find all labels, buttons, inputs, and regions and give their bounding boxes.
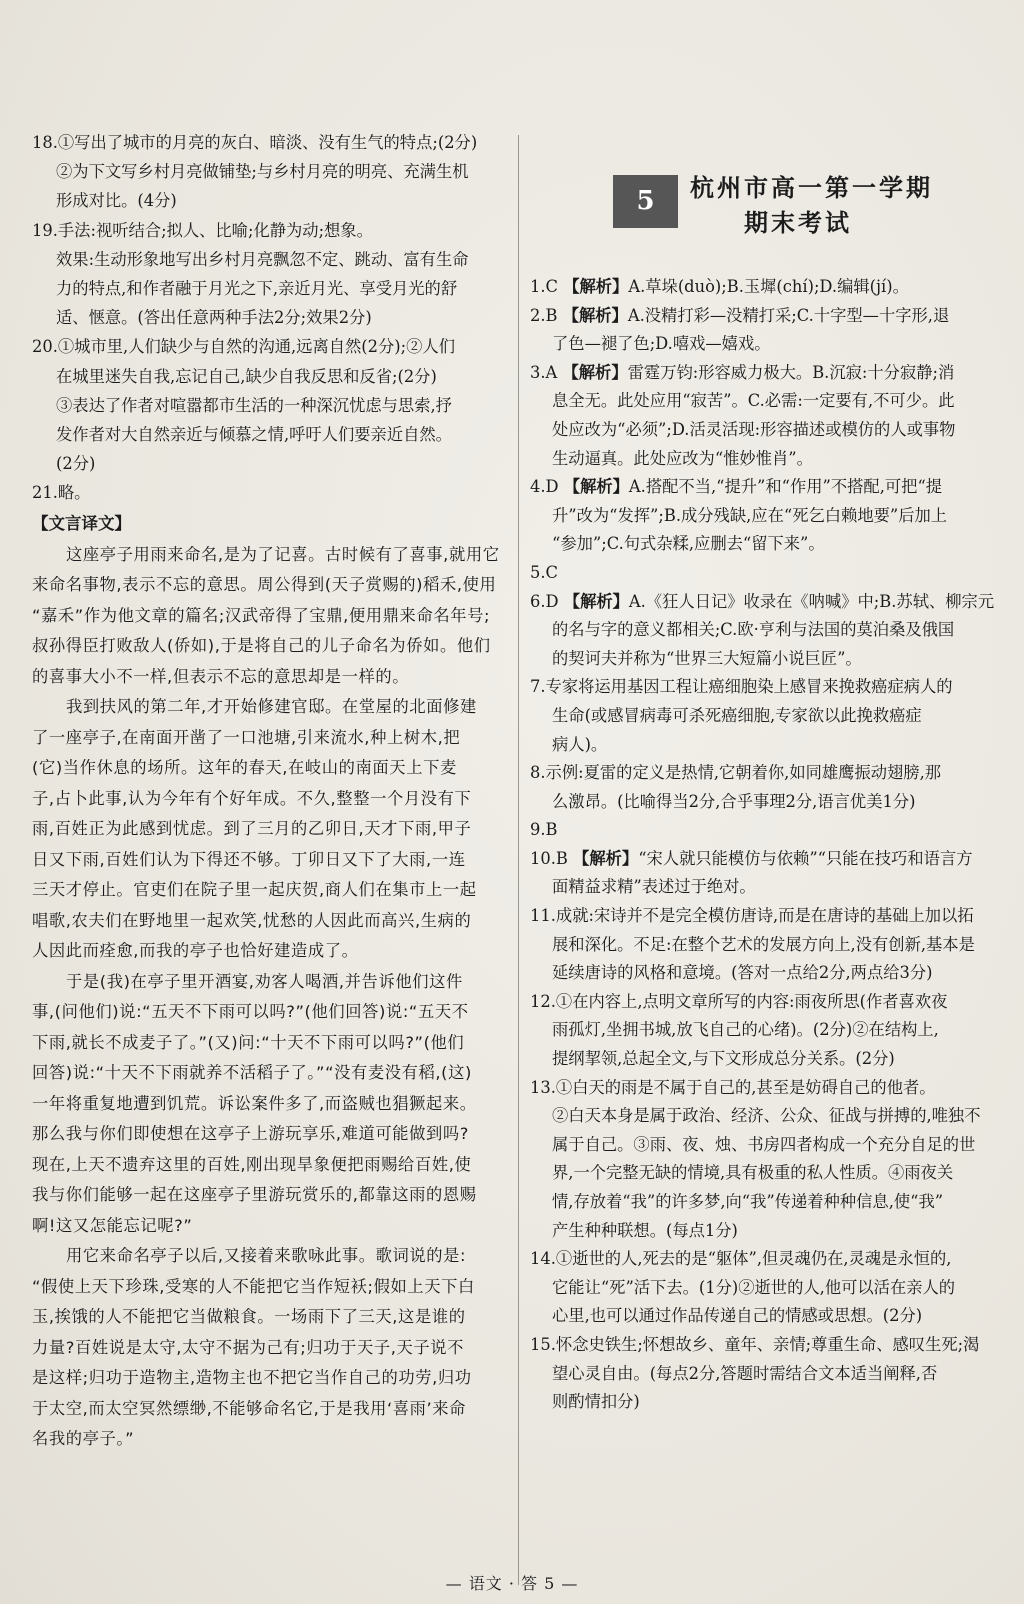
answer-line <box>530 731 1010 760</box>
translation-line: 下雨,就长不成麦子了。”(又)问:“十天不下雨可以吗?”(他们 <box>32 1032 465 1052</box>
section-title-line1: 杭州市高一第一学期 <box>690 173 933 202</box>
answer-text: 界,一个完整无缺的情境,具有极重的私人性质。④雨夜关 <box>552 1163 954 1183</box>
answer-text: 的名与字的意义都相关;C.欧·亨利与法国的莫泊桑及俄国 <box>552 620 955 640</box>
answer-line <box>530 502 1010 531</box>
translation-line: 人因此而痊愈,而我的亭子也恰好建造成了。 <box>32 941 359 961</box>
left-column <box>32 128 510 1455</box>
answer-text: 提纲挈领,总起全文,与下文形成总分关系。(2分) <box>552 1049 895 1069</box>
answer-line <box>530 1102 1010 1131</box>
answer-text: 处应改为“必须”;D.活灵活现:形容描述或模仿的人或事物 <box>552 419 956 439</box>
answer-text: A.草垛(duò);B.玉墀(chí);D.编辑(jí)。 <box>628 277 909 296</box>
answer-text: ①在内容上,点明文章所写的内容:雨夜所思(作者喜欢夜 <box>555 991 948 1011</box>
answer-text: ①逝世的人,死去的是“躯体”,但灵魂仍在,灵魂是永恒的, <box>555 1249 952 1269</box>
answer-text: 生命(或感冒病毒可杀死癌细胞,专家欲以此挽救癌症 <box>552 705 922 725</box>
question-number: 15. <box>530 1334 556 1354</box>
answer-line: ③表达了作者对喧嚣都市生活的一种深沉忧虑与思索,抒 <box>56 395 452 415</box>
analysis-tag: 【解析】 <box>573 848 639 868</box>
analysis-tag: 【解析】 <box>562 362 628 382</box>
answer-line <box>530 1159 1010 1188</box>
answer-line <box>530 931 1010 960</box>
question-number: 3.A <box>530 362 558 382</box>
question-number: 6.D <box>530 591 559 611</box>
analysis-tag: 【解析】 <box>563 277 629 296</box>
question-number: 11. <box>530 906 556 926</box>
question-number: 7. <box>530 677 546 697</box>
answer-line <box>530 645 1010 674</box>
answer-text: 情,存放着“我”的许多梦,向“我”传递着种种信息,使“我” <box>552 1192 944 1211</box>
question-number: 13. <box>530 1077 556 1097</box>
answer-text: 病人)。 <box>552 734 608 754</box>
translation-heading: 【文言译文】 <box>32 513 131 533</box>
answer-line <box>530 1388 1010 1417</box>
translation-line: (它)当作休息的场所。这年的春天,在岐山的南面天上下麦 <box>32 758 457 778</box>
analysis-tag: 【解析】 <box>562 305 628 325</box>
answer-line <box>530 1016 1010 1045</box>
answer-text: 成就:宋诗并不是完全模仿唐诗,而是在唐诗的基础上加以拓 <box>555 906 974 926</box>
translation-line: 力量?百姓说是太守,太守不据为己有;归功于天子,天子说不 <box>32 1337 465 1357</box>
translation-line: 叔孙得臣打败敌人(侨如),于是将自己的儿子命名为侨如。他们 <box>32 636 491 656</box>
answer-line <box>530 1360 1010 1389</box>
answer-text: 展和深化。不足:在整个艺术的发展方向上,没有创新,基本是 <box>552 934 975 954</box>
answer-line: 21.略。 <box>32 483 91 503</box>
translation-line: 回答)说:“十天不下雨就养不活稻子了。”“没有麦没有稻,(这) <box>32 1063 472 1083</box>
answer-text: 的契诃夫并称为“世界三大短篇小说巨匠”。 <box>552 648 862 668</box>
answer-line <box>530 988 1010 1017</box>
answer-line <box>530 1074 1010 1103</box>
question-number: 5.C <box>530 562 558 582</box>
translation-line: 我与你们能够一起在这座亭子里游玩赏乐的,都靠这雨的恩赐 <box>32 1185 477 1205</box>
section-title-line2: 期末考试 <box>744 208 852 237</box>
translation-line: 那么我与你们即使想在这亭子上游玩享乐,难道可能做到吗? <box>32 1124 470 1144</box>
translation-line: 名我的亭子。” <box>32 1429 135 1449</box>
answer-line <box>530 530 1010 559</box>
answer-line <box>530 1045 1010 1074</box>
answer-text: 心里,也可以通过作品传递自己的情感或思想。(2分) <box>552 1306 923 1326</box>
answer-text: 了色—褪了色;D.嘻戏—嬉戏。 <box>552 334 771 354</box>
answer-line <box>530 559 1010 588</box>
translation-line: 现在,上天不遗弃这里的百姓,刚出现旱象便把雨赐给百姓,使 <box>32 1154 472 1174</box>
question-number: 2.B <box>530 305 558 325</box>
translation-line: 一年将重复地遭到饥荒。诉讼案件多了,而盗贼也猖獗起来。 <box>32 1093 477 1113</box>
answer-line <box>530 873 1010 902</box>
translation-line: 这座亭子用雨来命名,是为了记喜。古时候有了喜事,就用它 <box>66 544 500 564</box>
answer-line: 20.①城市里,人们缺少与自然的沟通,远离自然(2分);②人们 <box>32 337 455 357</box>
column-divider <box>518 135 519 1585</box>
answer-line <box>530 387 1010 416</box>
answer-line: 效果:生动形象地写出乡村月亮飘忽不定、跳动、富有生命 <box>56 249 469 269</box>
question-number: 4.D <box>530 477 559 497</box>
answer-line <box>530 816 1010 845</box>
answer-line: 19.手法:视听结合;拟人、比喻;化静为动;想象。 <box>32 220 373 240</box>
answer-line <box>530 445 1010 474</box>
translation-line: 啊!这又怎能忘记呢?” <box>32 1215 193 1235</box>
answer-line <box>530 845 1010 874</box>
translation-line: 我到扶风的第二年,才开始修建官邸。在堂屋的北面修建 <box>66 697 477 717</box>
translation-line: 于太空,而太空冥然缥缈,不能够命名它,于是我用‘喜雨’来命 <box>32 1398 467 1418</box>
answer-line <box>530 902 1010 931</box>
answer-line <box>530 273 1010 302</box>
answer-text: 雨孤灯,坐拥书城,放飞自己的心绪)。(2分)②在结构上, <box>552 1020 939 1040</box>
answer-text: A.《狂人日记》收录在《呐喊》中;B.苏轼、柳宗元 <box>628 591 995 611</box>
page-footer: — 语文 · 答 5 — <box>445 1574 579 1593</box>
answer-text: 升”改为“发挥”;B.成分残缺,应在“死乞白赖地要”后加上 <box>552 505 948 525</box>
answer-line <box>530 359 1010 388</box>
answer-line: 发作者对大自然亲近与倾慕之情,呼吁人们要亲近自然。 <box>56 425 452 445</box>
answer-line: 在城里迷失自我,忘记自己,缺少自我反思和反省;(2分) <box>56 366 437 386</box>
answer-line: 适、惬意。(答出任意两种手法2分;效果2分) <box>56 308 372 328</box>
answer-line <box>530 959 1010 988</box>
answer-line <box>530 1131 1010 1160</box>
answer-text: “参加”;C.句式杂糅,应删去“留下来”。 <box>552 534 825 554</box>
answer-text: ②白天本身是属于政治、经济、公众、征战与拼搏的,唯独不 <box>552 1106 981 1126</box>
translation-line: “嘉禾”作为他文章的篇名;汉武帝得了宝鼎,便用鼎来命名年号; <box>32 605 491 625</box>
answer-line <box>530 1188 1010 1217</box>
question-number: 8. <box>530 763 546 783</box>
translation-line: 三天才停止。官吏们在院子里一起庆贺,商人们在集市上一起 <box>32 880 477 900</box>
answer-text: “宋人就只能模仿与依赖”“只能在技巧和语言方 <box>638 848 973 868</box>
answer-line <box>530 1274 1010 1303</box>
translation-line: 来命名事物,表示不忘的意思。周公得到(天子赏赐的)稻禾,使用 <box>32 575 497 595</box>
answer-line: 18.①写出了城市的月亮的灰白、暗淡、没有生气的特点;(2分) <box>32 133 478 152</box>
question-number: 10.B <box>530 848 568 868</box>
answer-text: 望心灵自由。(每点2分,答题时需结合文本适当阐释,否 <box>552 1363 938 1383</box>
translation-line: 事,(问他们)说:“五天不下雨可以吗?”(他们回答)说:“五天不 <box>32 1002 469 1022</box>
right-column <box>530 273 1010 1417</box>
answer-line <box>530 673 1010 702</box>
answer-text: A.没精打彩—没精打采;C.十字型—十字形,退 <box>627 305 950 325</box>
analysis-tag: 【解析】 <box>563 591 629 611</box>
answer-text: 雷霆万钧:形容威力极大。B.沉寂:十分寂静;消 <box>627 362 955 382</box>
answer-text: A.搭配不当,“提升”和“作用”不搭配,可把“提 <box>628 477 943 497</box>
answer-line <box>530 759 1010 788</box>
question-number: 9.B <box>530 820 558 840</box>
translation-line: 于是(我)在亭子里开酒宴,劝客人喝酒,并告诉他们这件 <box>66 971 463 991</box>
answer-text: 面精益求精”表述过于绝对。 <box>552 877 756 897</box>
answer-line: ②为下文写乡村月亮做铺垫;与乡村月亮的明亮、充满生机 <box>56 162 469 182</box>
answer-text: 息全无。此处应用“寂苦”。C.必需:一定要有,不可少。此 <box>552 391 955 411</box>
section-number-badge: 5 <box>613 175 678 228</box>
answer-line <box>530 702 1010 731</box>
translation-line: 了一座亭子,在南面开凿了一口池塘,引来流水,种上树木,把 <box>32 727 461 747</box>
answer-line <box>530 1302 1010 1331</box>
answer-line <box>530 473 1010 502</box>
answer-line <box>530 588 1010 617</box>
answer-text: 么激昂。(比喻得当2分,合乎事理2分,语言优美1分) <box>552 791 916 811</box>
answer-text: 示例:夏雷的定义是热情,它朝着你,如同雄鹰振动翅膀,那 <box>545 763 942 783</box>
translation-line: 子,占卜此事,认为今年有个好年成。不久,整整一个月没有下 <box>32 788 472 808</box>
reading-answers <box>32 128 510 508</box>
answer-text: 它能让“死”活下去。(1分)②逝世的人,他可以活在亲人的 <box>552 1277 956 1297</box>
analysis-tag: 【解析】 <box>563 477 629 497</box>
question-number: 1.C <box>530 277 558 296</box>
answer-line <box>530 616 1010 645</box>
translation-line: 雨,百姓正为此感到忧虑。到了三月的乙卯日,天才下雨,甲子 <box>32 819 472 839</box>
answer-line: 力的特点,和作者融于月光之下,亲近月光、享受月光的舒 <box>56 279 458 299</box>
translation-line: “假使上天下珍珠,受寒的人不能把它当作短袄;假如上天下白 <box>32 1276 475 1296</box>
translation-line: 玉,挨饿的人不能把它当做粮食。一场雨下了三天,这是谁的 <box>32 1307 466 1327</box>
translation-line: 唱歌,农夫们在野地里一起欢笑,忧愁的人因此而高兴,生病的 <box>32 910 472 930</box>
answer-line <box>530 1245 1010 1274</box>
answer-line <box>530 1331 1010 1360</box>
answer-line: (2分) <box>56 454 96 474</box>
exam-answers <box>530 273 1010 1417</box>
answer-text: 生动逼真。此处应改为“惟妙惟肖”。 <box>552 448 813 468</box>
answer-line <box>530 1217 1010 1246</box>
question-number: 12. <box>530 991 556 1011</box>
answer-text: 专家将运用基因工程让癌细胞染上感冒来挽救癌症病人的 <box>545 677 953 697</box>
answer-text: 延续唐诗的风格和意境。(答对一点给2分,两点给3分) <box>552 963 933 983</box>
answer-text: 产生种种联想。(每点1分) <box>552 1220 738 1240</box>
translation-line: 的喜事大小不一样,但表示不忘的意思却是一样的。 <box>32 666 410 686</box>
answer-line <box>530 788 1010 817</box>
answer-line: 形成对比。(4分) <box>56 191 177 211</box>
translation-line: 是这样;归功于造物主,造物主也不把它当作自己的功劳,归功 <box>32 1368 472 1388</box>
answer-text: 则酌情扣分) <box>552 1392 640 1412</box>
section-header <box>610 170 950 250</box>
answer-text: 怀念史铁生;怀想故乡、童年、亲情;尊重生命、感叹生死;渴 <box>555 1334 980 1354</box>
answer-line <box>530 302 1010 331</box>
answer-text: ①白天的雨是不属于自己的,甚至是妨碍自己的他者。 <box>555 1077 936 1097</box>
answer-text: 属于自己。③雨、夜、烛、书房四者构成一个充分自足的世 <box>552 1134 976 1154</box>
translation-line: 用它来命名亭子以后,又接着来歌咏此事。歌词说的是: <box>66 1246 467 1266</box>
answer-line <box>530 330 1010 359</box>
classical-translation <box>32 540 510 1455</box>
answer-line <box>530 416 1010 445</box>
question-number: 14. <box>530 1249 556 1269</box>
translation-line: 日又下雨,百姓们认为下得还不够。丁卯日又下了大雨,一连 <box>32 849 466 869</box>
